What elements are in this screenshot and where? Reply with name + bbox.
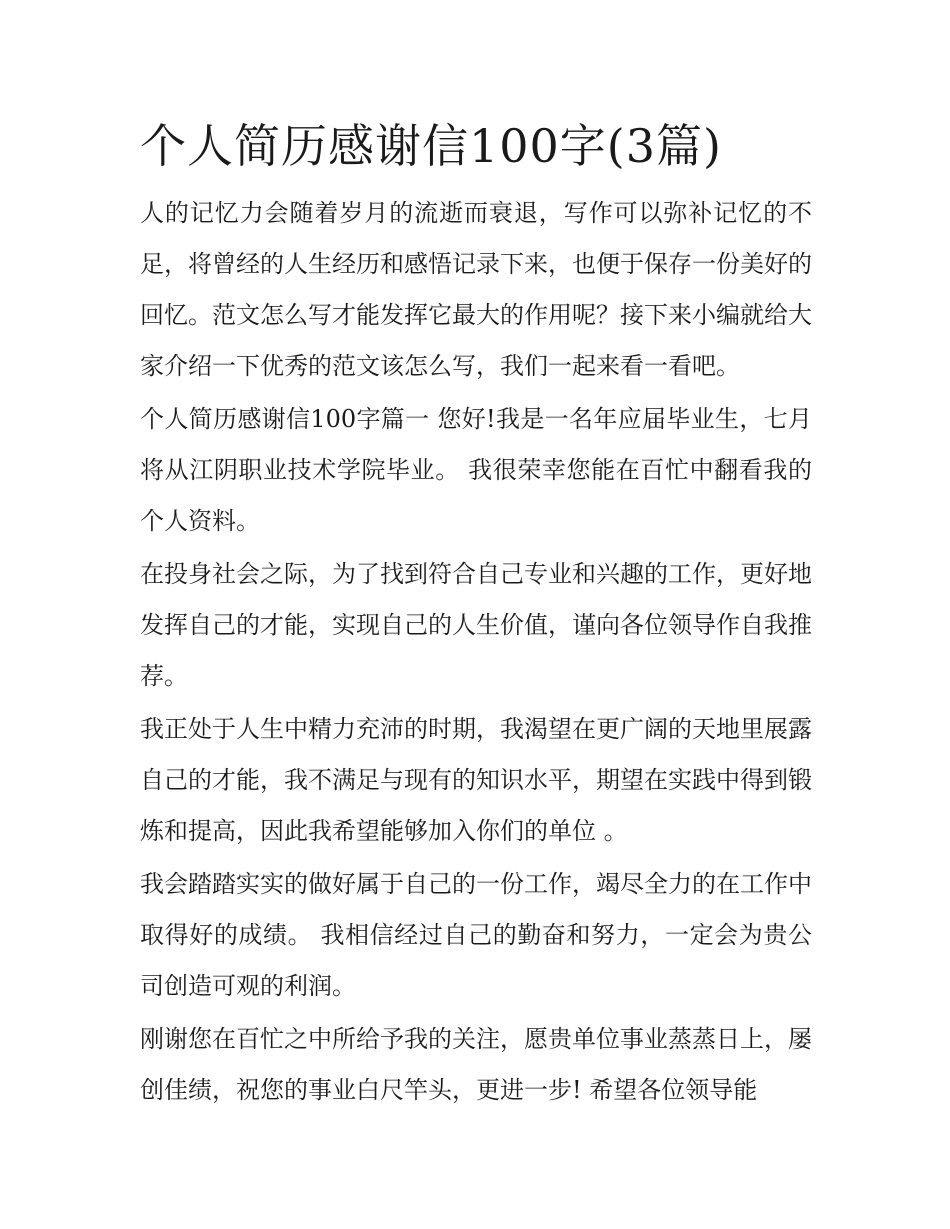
paragraph-thanks: 刚谢您在百忙之中所给予我的关注，愿贵单位事业蒸蒸日上，屡创佳绩，祝您的事业白尺竿头，更进一步! 希望各位领导能 xyxy=(140,1025,812,1104)
document-page xyxy=(140,112,812,1118)
paragraph-intro: 人的记忆力会随着岁月的流逝而衰退，写作可以弥补记忆的不足，将曾经的人生经历和感悟记录下来，也便于保存一份美好的回忆。范文怎么写才能发挥它最大的作用呢？接下来小编就给大家介绍一下优秀的范文该怎么写，我们一起来看一看吧。 xyxy=(140,199,812,380)
paragraph-commitment: 我会踏踏实实的做好属于自己的一份工作，竭尽全力的在工作中取得好的成绩。 我相信经过自己的勤奋和努力，一定会为贵公司创造可观的利润。 xyxy=(140,870,812,1000)
document-title: 个人简历感谢信100字(3篇) xyxy=(140,119,722,173)
paragraph-aspiration: 我正处于人生中精力充沛的时期，我渴望在更广阔的天地里展露自己的才能，我不满足与现有的知识水平，期望在实践中得到锻炼和提高，因此我希望能够加入你们的单位 。 xyxy=(140,715,812,845)
paragraph-self-recommendation: 在投身社会之际，为了找到符合自己专业和兴趣的工作，更好地发挥自己的才能，实现自己的人生价值，谨向各位领导作自我推荐。 xyxy=(140,560,812,690)
paragraph-greeting: 个人简历感谢信100字篇一 您好!我是一名年应届毕业生，七月将从江阴职业技术学院毕业。 我很荣幸您能在百忙中翻看我的个人资料。 xyxy=(140,405,812,535)
